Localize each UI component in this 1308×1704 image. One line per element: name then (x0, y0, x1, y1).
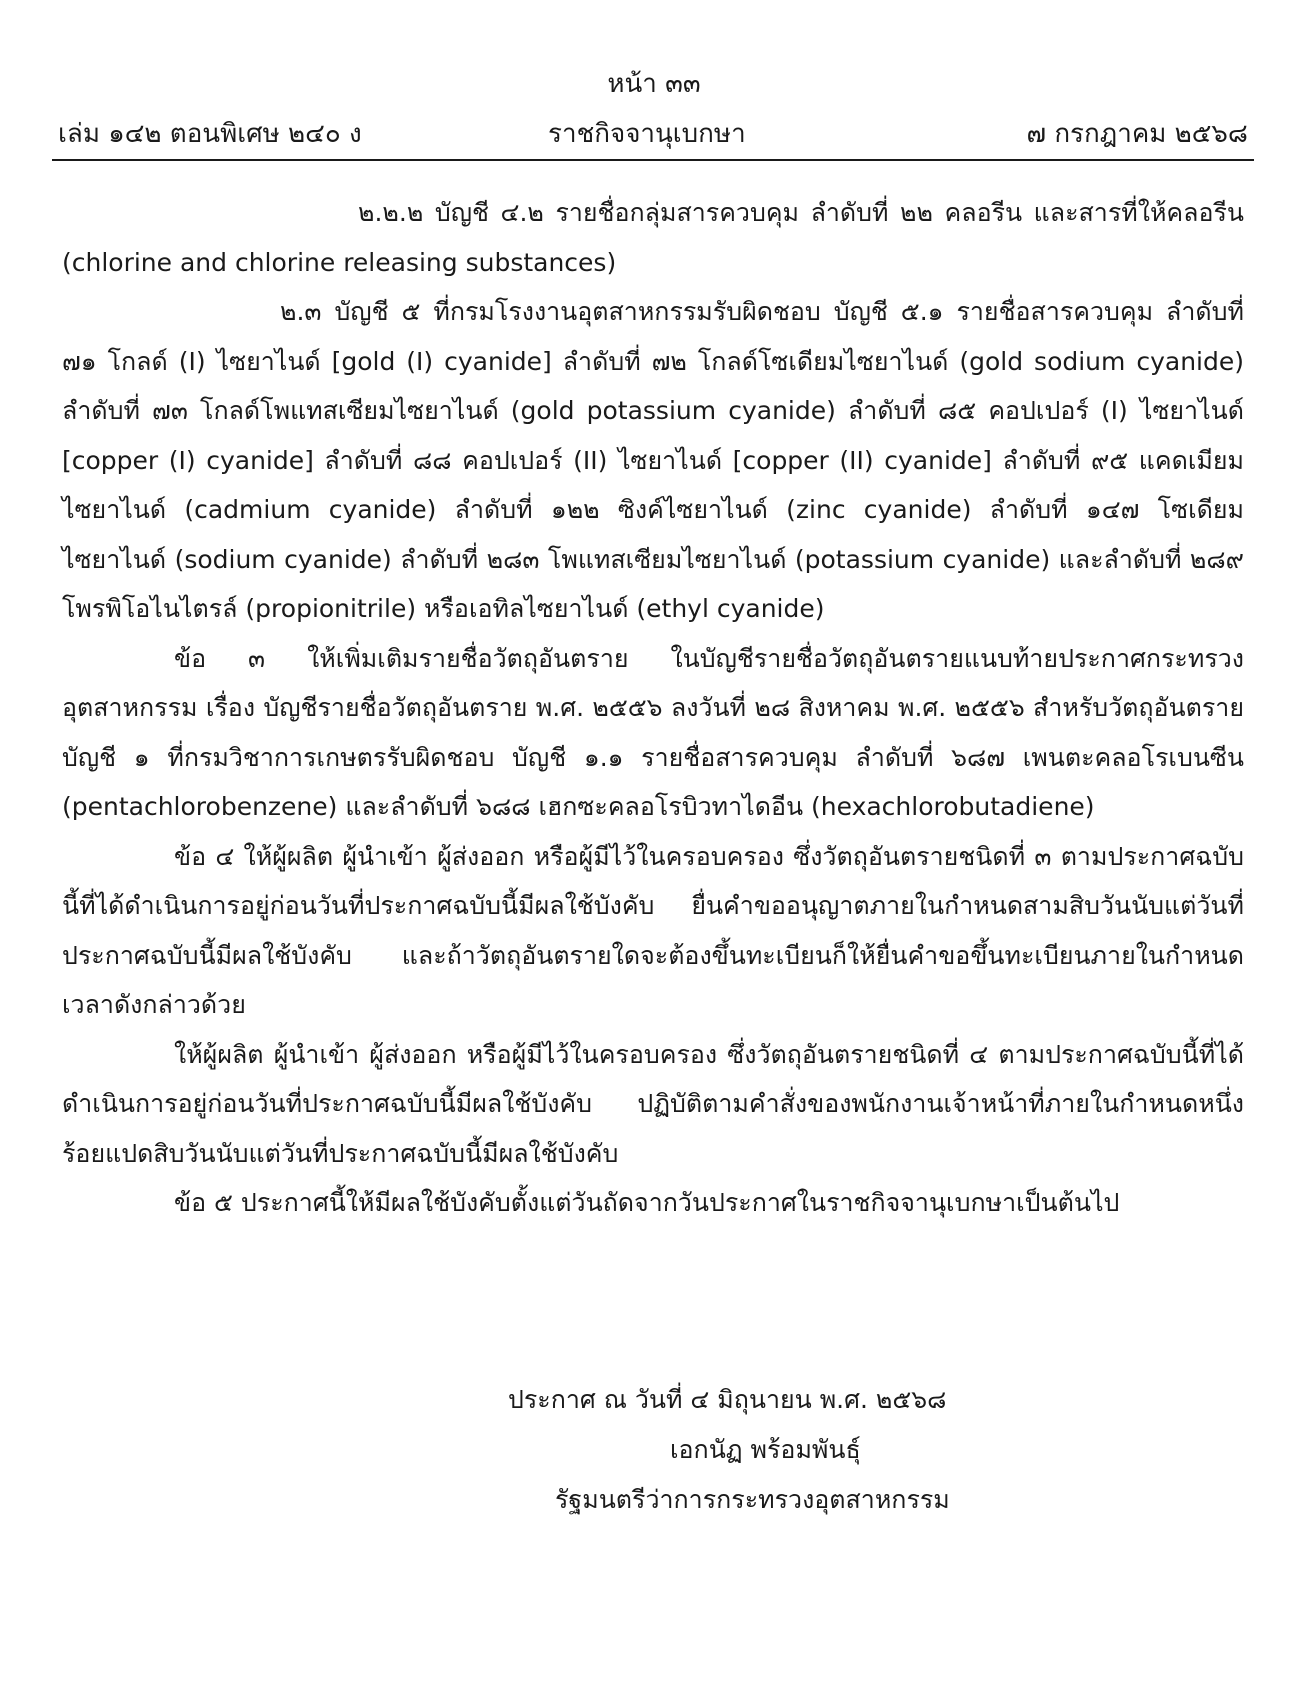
clause-4: ข้อ ๔ ให้ผู้ผลิต ผู้นำเข้า ผู้ส่งออก หรือผู้มีไว้ในครอบครอง ซึ่งวัตถุอันตรายชนิดที่ ๓ ตามประกาศฉบับนี้ที่ได้ดำเนินการอยู่ก่อนวันที่ประกาศฉบับนี้มีผลใช้บังคับ ยื่นคำขออนุญาตภายในกำหนดสามสิบวันนับแต่วันที่ประกาศฉบับนี้มีผลใช้บังคับ และถ้าวัตถุอันตรายใดจะต้องขึ้นทะเบียนก็ให้ยื่นคำขอขึ้นทะเบียนภายในกำหนดเวลาดังกล่าวด้วย (62, 841, 1244, 1019)
document-body (62, 188, 1244, 1228)
clause-3: ข้อ ๓ ให้เพิ่มเติมรายชื่อวัตถุอันตราย ในบัญชีรายชื่อวัตถุอันตรายแนบท้ายประกาศกระทรวงอุตสาหกรรม เรื่อง บัญชีรายชื่อวัตถุอันตราย พ.ศ. ๒๕๕๖ ลงวันที่ ๒๘ สิงหาคม พ.ศ. ๒๕๕๖ สำหรับวัตถุอันตราย บัญชี ๑ ที่กรมวิชาการเกษตรรับผิดชอบ บัญชี ๑.๑ รายชื่อสารควบคุม ลำดับที่ ๖๘๗ เพนตะคลอโรเบนซีน (pentachlorobenzene) และลำดับที่ ๖๘๘ เฮกซะคลอโรบิวทาไดอีน (hexachlorobutadiene) (62, 643, 1244, 821)
paragraph-2-2-2: ๒.๒.๒ บัญชี ๔.๒ รายชื่อกลุ่มสารควบคุม ลำดับที่ ๒๒ คลอรีน และสารที่ให้คลอรีน (chlorine and chlorine releasing substances) (62, 198, 1244, 277)
header-divider (52, 159, 1254, 161)
volume-issue: เล่ม ๑๔๒ ตอนพิเศษ ๒๔๐ ง (58, 119, 362, 149)
signatory-name: เอกนัฏ พร้อมพันธุ์ (670, 1435, 861, 1464)
publication-date: ๗ กรกฎาคม ๒๕๖๘ (1026, 119, 1248, 149)
paragraph-2-3: ๒.๓ บัญชี ๕ ที่กรมโรงงานอุตสาหกรรมรับผิดชอบ บัญชี ๕.๑ รายชื่อสารควบคุม ลำดับที่ ๗๑ โกลด์ (I) ไซยาไนด์ [gold (I) cyanide] ลำดับที่ ๗๒ โกลด์โซเดียมไซยาไนด์ (gold sodium cyanide) ลำดับที่ ๗๓ โกลด์โพแทสเซียมไซยาไนด์ (gold potassium cyanide) ลำดับที่ ๘๕ คอปเปอร์ (I) ไซยาไนด์ [copper (I) cyanide] ลำดับที่ ๘๘ คอปเปอร์ (II) ไซยาไนด์ [copper (II) cyanide] ลำดับที่ ๙๕ แคดเมียมไซยาไนด์ (cadmium cyanide) ลำดับที่ ๑๒๒ ซิงค์ไซยาไนด์ (zinc cyanide) ลำดับที่ ๑๔๗ โซเดียมไซยาไนด์ (sodium cyanide) ลำดับที่ ๒๘๓ โพแทสเซียมไซยาไนด์ (potassium cyanide) และลำดับที่ ๒๘๙ โพรพิโอไนไตรล์ (propionitrile) หรือเอทิลไซยาไนด์ (ethyl cyanide) (62, 297, 1244, 623)
announcement-date: ประกาศ ณ วันที่ ๔ มิถุนายน พ.ศ. ๒๕๖๘ (508, 1385, 947, 1414)
clause-4-paragraph-2: ให้ผู้ผลิต ผู้นำเข้า ผู้ส่งออก หรือผู้มีไว้ในครอบครอง ซึ่งวัตถุอันตรายชนิดที่ ๔ ตามประกาศฉบับนี้ที่ได้ดำเนินการอยู่ก่อนวันที่ประกาศฉบับนี้มีผลใช้บังคับ ปฏิบัติตามคำสั่งของพนักงานเจ้าหน้าที่ภายในกำหนดหนึ่งร้อยแปดสิบวันนับแต่วันที่ประกาศฉบับนี้มีผลใช้บังคับ (62, 1039, 1244, 1168)
page-number: หน้า ๓๓ (607, 69, 701, 99)
publication-name: ราชกิจจานุเบกษา (548, 119, 746, 149)
gazette-header (58, 116, 1248, 156)
signatory-title: รัฐมนตรีว่าการกระทรวงอุตสาหกรรม (555, 1485, 950, 1514)
clause-5: ข้อ ๕ ประกาศนี้ให้มีผลใช้บังคับตั้งแต่วันถัดจากวันประกาศในราชกิจจานุเบกษาเป็นต้นไป (174, 1188, 1120, 1217)
